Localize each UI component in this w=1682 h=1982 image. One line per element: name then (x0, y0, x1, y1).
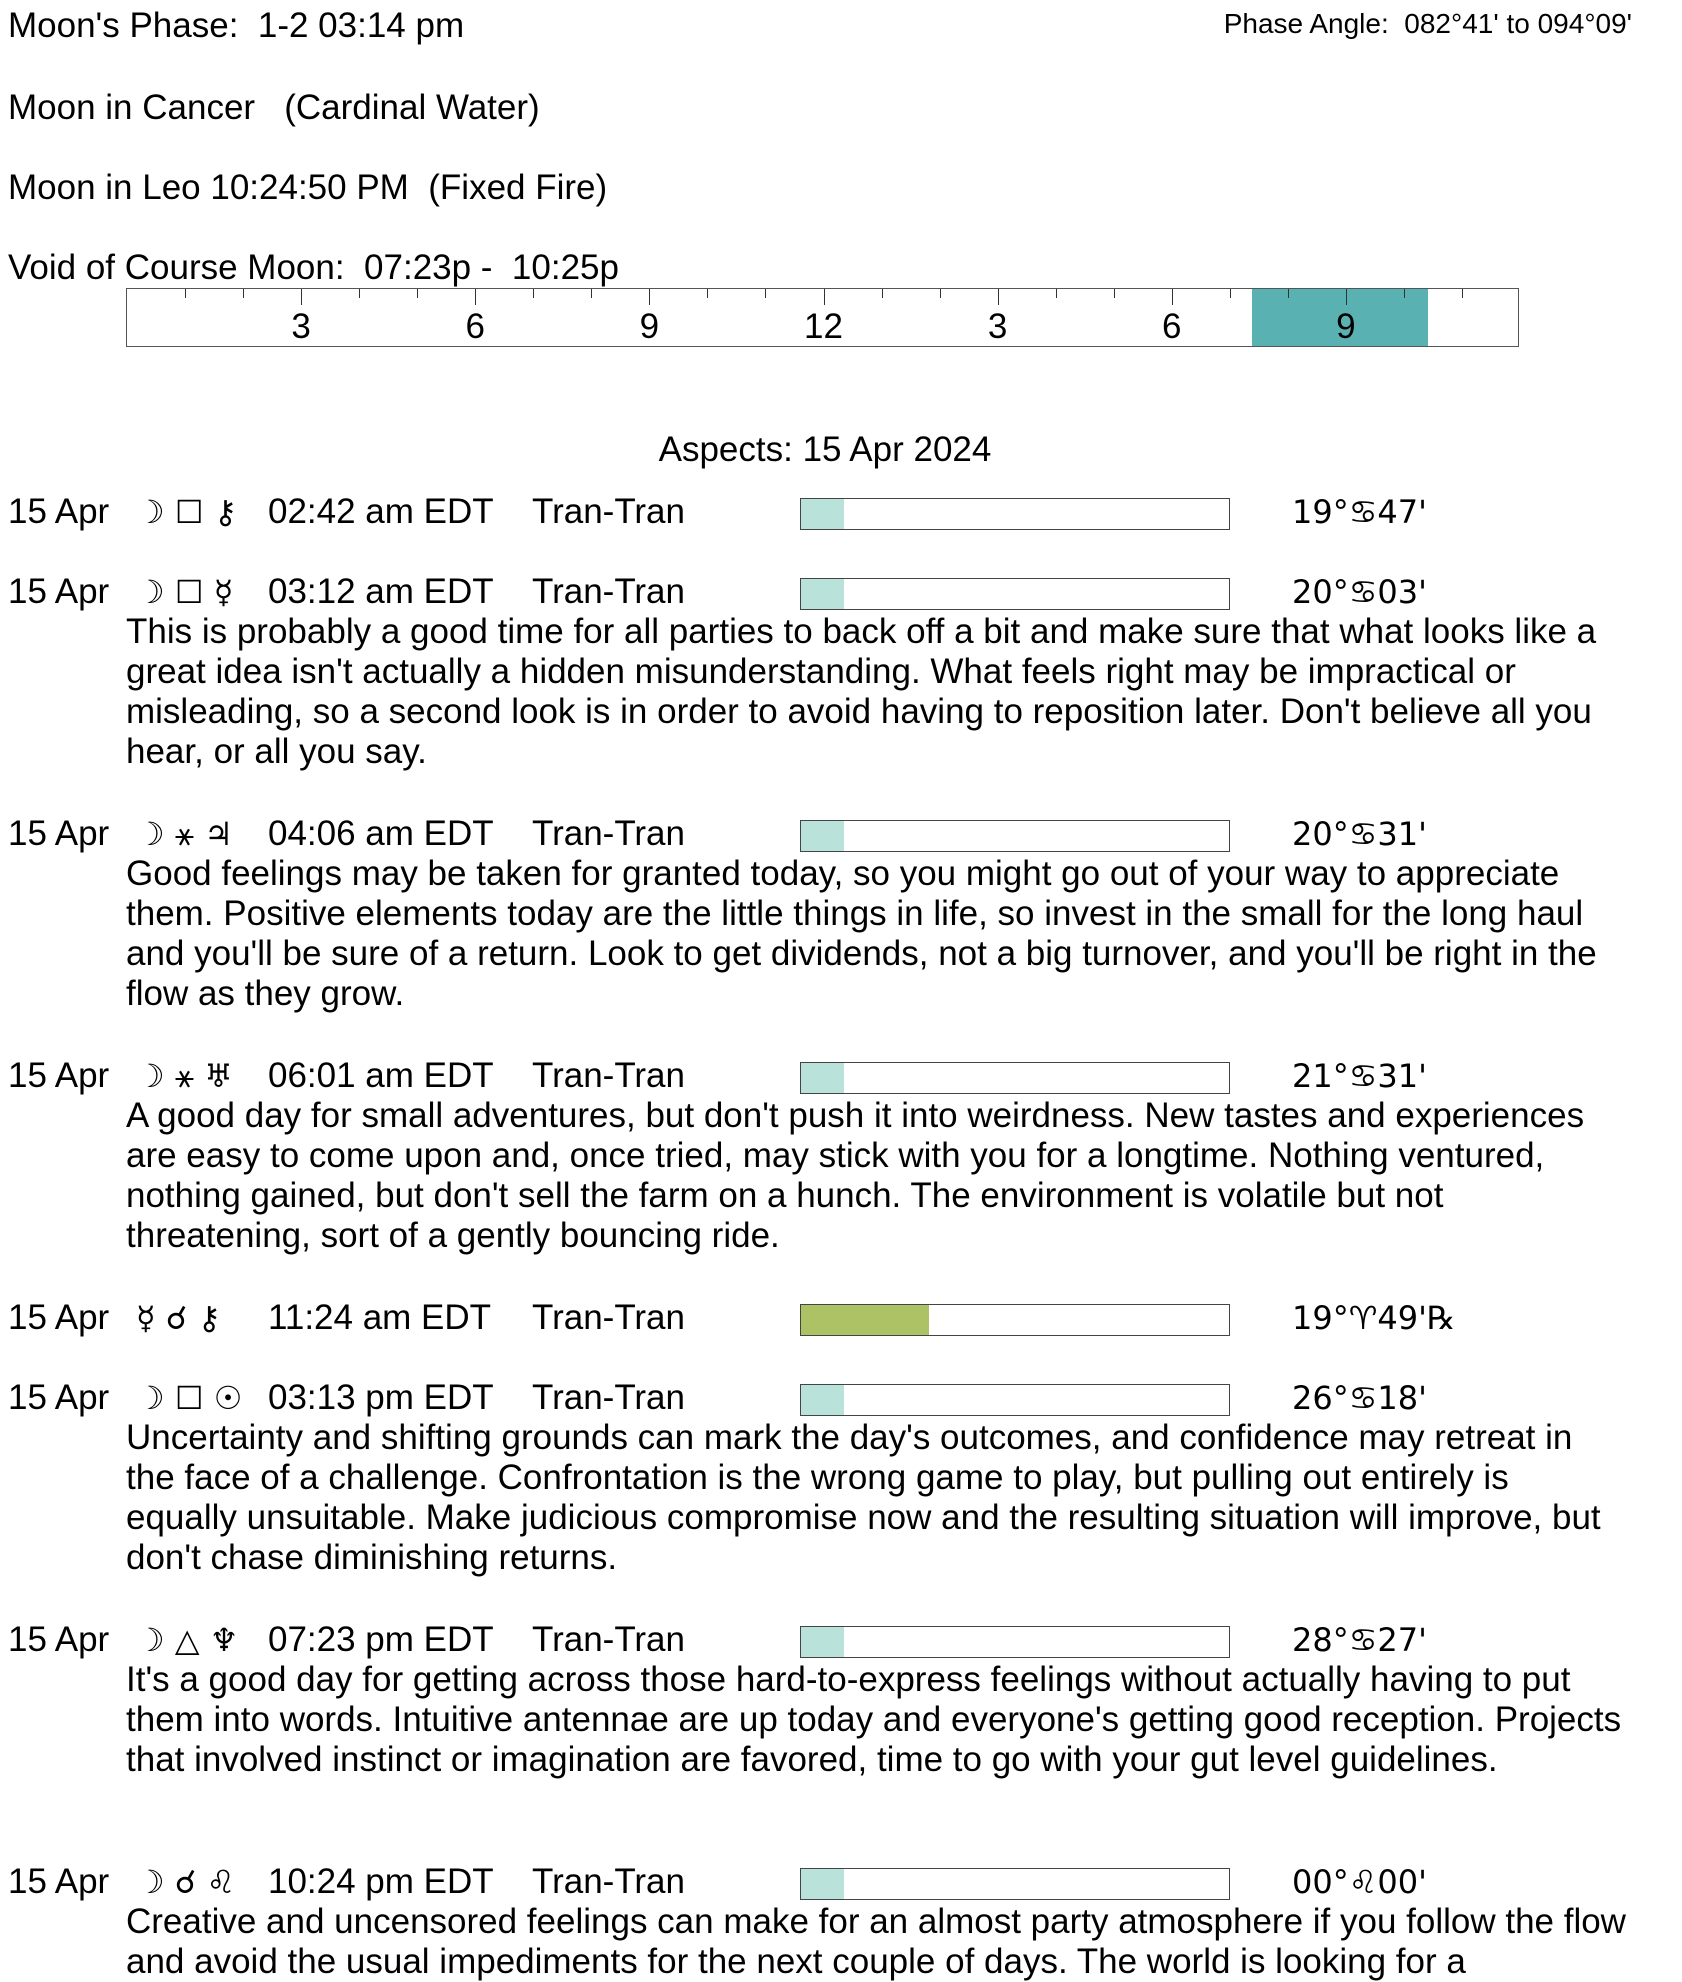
aspect-position: 20°♋03' (1292, 573, 1427, 611)
aspects-title: Aspects: 15 Apr 2024 (658, 430, 992, 469)
aspect-description: A good day for small adventures, but don't push it into weirdness. New tastes and experiences are easy to come upon and, once tried, may stick with you for a longtime. Nothing ventured, nothing gained, but don't sell the farm on a hunch. The environment is volatile but not threatening, sort of a gently bouncing ride. (126, 1096, 1585, 1255)
aspect-kind: Tran-Tran (532, 572, 685, 611)
aspect-strength-fill (801, 1627, 844, 1657)
timeline-hour-label: 9 (639, 307, 660, 346)
aspect-strength-bar (800, 1304, 1230, 1336)
aspect-date: 15 Apr (8, 1298, 110, 1337)
aspect-position: 00°♌00' (1292, 1863, 1427, 1901)
aspect-description: Uncertainty and shifting grounds can mark the day's outcomes, and confidence may retreat in the face of a challenge. Confrontation is the wrong game to play, but pulling out entirely is equally unsuitable. Make judicious compromise now and the resulting situation will improve, but don't chase diminishing returns. (126, 1418, 1601, 1577)
aspect-strength-bar (800, 498, 1230, 530)
aspect-entry (0, 572, 1682, 772)
aspect-time: 03:12 am EDT (268, 572, 494, 611)
aspect-date: 15 Apr (8, 1378, 110, 1417)
aspect-kind: Tran-Tran (532, 1378, 685, 1417)
aspect-entry (0, 1298, 1682, 1338)
timeline-tick (1404, 289, 1405, 298)
aspect-time: 07:23 pm EDT (268, 1620, 494, 1659)
aspect-position: 21°♋31' (1292, 1057, 1427, 1095)
aspect-glyphs: ☽ △ ♆ (136, 1621, 239, 1659)
timeline-tick (591, 289, 592, 298)
aspect-glyphs: ☽ ☐ ⚷ (136, 493, 238, 531)
timeline-tick (649, 289, 650, 305)
timeline-tick (475, 289, 476, 305)
aspect-glyphs: ☽ ⚹ ♃ (136, 815, 233, 853)
aspect-date: 15 Apr (8, 572, 110, 611)
aspect-header-line (0, 1298, 1682, 1338)
aspect-entry (0, 492, 1682, 532)
aspect-strength-bar (800, 578, 1230, 610)
aspect-position: 28°♋27' (1292, 1621, 1427, 1659)
aspect-strength-fill (801, 1063, 844, 1093)
timeline-tick (998, 289, 999, 305)
timeline-hour-label: 9 (1336, 307, 1356, 346)
timeline-tick (1230, 289, 1231, 298)
void-of-course: Void of Course Moon: 07:23p - 10:25p (8, 248, 619, 287)
aspect-date: 15 Apr (8, 1862, 110, 1901)
timeline-tick (1056, 289, 1057, 298)
aspect-description: Good feelings may be taken for granted today, so you might go out of your way to appreciate them. Positive elements today are the little things in life, so invest in the small for the long haul and you'll be sure of a return. Look to get dividends, not a big turnover, and you'll be right in the flow as they grow. (126, 854, 1597, 1013)
aspect-header-line (0, 492, 1682, 532)
aspect-entry (0, 1378, 1682, 1578)
aspect-strength-fill (801, 1385, 844, 1415)
timeline-tick (707, 289, 708, 298)
aspect-date: 15 Apr (8, 492, 110, 531)
aspect-entry (0, 1862, 1682, 1982)
void-of-course-timeline (126, 288, 1519, 347)
aspect-entry (0, 1620, 1682, 1780)
aspect-strength-bar (800, 820, 1230, 852)
aspect-entry (0, 1056, 1682, 1256)
timeline-hour-label: 3 (291, 307, 311, 346)
aspect-glyphs: ☿ ☌ ⚷ (136, 1299, 221, 1337)
timeline-tick (533, 289, 534, 298)
aspect-header-line (0, 1378, 1682, 1418)
aspect-strength-bar (800, 1062, 1230, 1094)
aspect-position: 19°♈49'℞ (1292, 1299, 1456, 1337)
timeline-tick (1288, 289, 1289, 298)
aspect-strength-bar (800, 1868, 1230, 1900)
aspect-strength-fill (801, 821, 844, 851)
aspect-time: 11:24 am EDT (268, 1298, 492, 1337)
aspect-position: 26°♋18' (1292, 1379, 1427, 1417)
aspect-date: 15 Apr (8, 1620, 110, 1659)
aspect-time: 06:01 am EDT (268, 1056, 494, 1095)
timeline-tick (359, 289, 360, 298)
timeline-hour-label: 6 (1162, 307, 1182, 346)
aspect-time: 04:06 am EDT (268, 814, 494, 853)
timeline-tick (1114, 289, 1115, 298)
aspect-description: This is probably a good time for all parties to back off a bit and make sure that what looks like a great idea isn't actually a hidden misunderstanding. What feels right may be impractical or misleading, so a second look is in order to avoid having to reposition later. Don't believe all you hear, or all you say. (126, 612, 1597, 771)
timeline-tick (243, 289, 244, 298)
aspect-date: 15 Apr (8, 1056, 110, 1095)
aspect-strength-fill (801, 1869, 844, 1899)
aspect-kind: Tran-Tran (532, 1862, 685, 1901)
aspect-strength-bar (800, 1384, 1230, 1416)
aspect-header-line (0, 1862, 1682, 1902)
timeline-tick (882, 289, 883, 298)
aspect-header-line (0, 572, 1682, 612)
timeline-hour-label: 3 (987, 307, 1008, 346)
aspect-description: It's a good day for getting across those hard-to-express feelings without actually having to put them into words. Intuitive antennae are up today and everyone's getting good reception. Projects that involved instinct or imagination are favored, time to go with your gut level guidelines. (126, 1660, 1622, 1779)
aspect-header-line (0, 814, 1682, 854)
aspect-kind: Tran-Tran (532, 1298, 685, 1337)
timeline-tick (1462, 289, 1463, 298)
aspect-position: 20°♋31' (1292, 815, 1427, 853)
aspect-time: 03:13 pm EDT (268, 1378, 494, 1417)
timeline-tick (417, 289, 418, 298)
moon-sign-leo: Moon in Leo 10:24:50 PM (Fixed Fire) (8, 168, 608, 207)
aspect-header-line (0, 1056, 1682, 1096)
aspect-strength-fill (801, 579, 844, 609)
timeline-tick (940, 289, 941, 298)
aspect-time: 10:24 pm EDT (268, 1862, 494, 1901)
aspect-glyphs: ☽ ☐ ☉ (136, 1379, 243, 1417)
moon-phase: Moon's Phase: 1-2 03:14 pm (8, 6, 465, 45)
aspect-strength-bar (800, 1626, 1230, 1658)
timeline-tick (765, 289, 766, 298)
aspect-entry (0, 814, 1682, 1014)
timeline-hour-label: 12 (804, 307, 843, 346)
aspect-glyphs: ☽ ☌ ♌ (136, 1863, 236, 1901)
aspect-glyphs: ☽ ⚹ ♅ (136, 1057, 233, 1095)
aspect-kind: Tran-Tran (532, 1620, 685, 1659)
aspect-strength-fill (801, 499, 844, 529)
moon-sign-cancer: Moon in Cancer (Cardinal Water) (8, 88, 540, 127)
aspect-description: Creative and uncensored feelings can make for an almost party atmosphere if you follow the flow and avoid the usual impediments for the next couple of days. The world is looking for a (126, 1902, 1626, 1981)
timeline-tick (824, 289, 825, 305)
timeline-tick (1172, 289, 1173, 305)
aspect-strength-fill (801, 1305, 929, 1335)
aspect-header-line (0, 1620, 1682, 1660)
phase-angle: Phase Angle: 082°41' to 094°09' (1223, 8, 1632, 39)
timeline-tick (185, 289, 186, 298)
aspect-kind: Tran-Tran (532, 492, 685, 531)
aspect-position: 19°♋47' (1292, 493, 1427, 531)
timeline-tick (301, 289, 302, 305)
timeline-hour-label: 6 (465, 307, 485, 346)
aspect-time: 02:42 am EDT (268, 492, 494, 531)
aspect-kind: Tran-Tran (532, 1056, 685, 1095)
aspect-kind: Tran-Tran (532, 814, 685, 853)
aspect-date: 15 Apr (8, 814, 110, 853)
timeline-tick (1346, 289, 1347, 305)
aspect-glyphs: ☽ ☐ ☿ (136, 573, 234, 611)
